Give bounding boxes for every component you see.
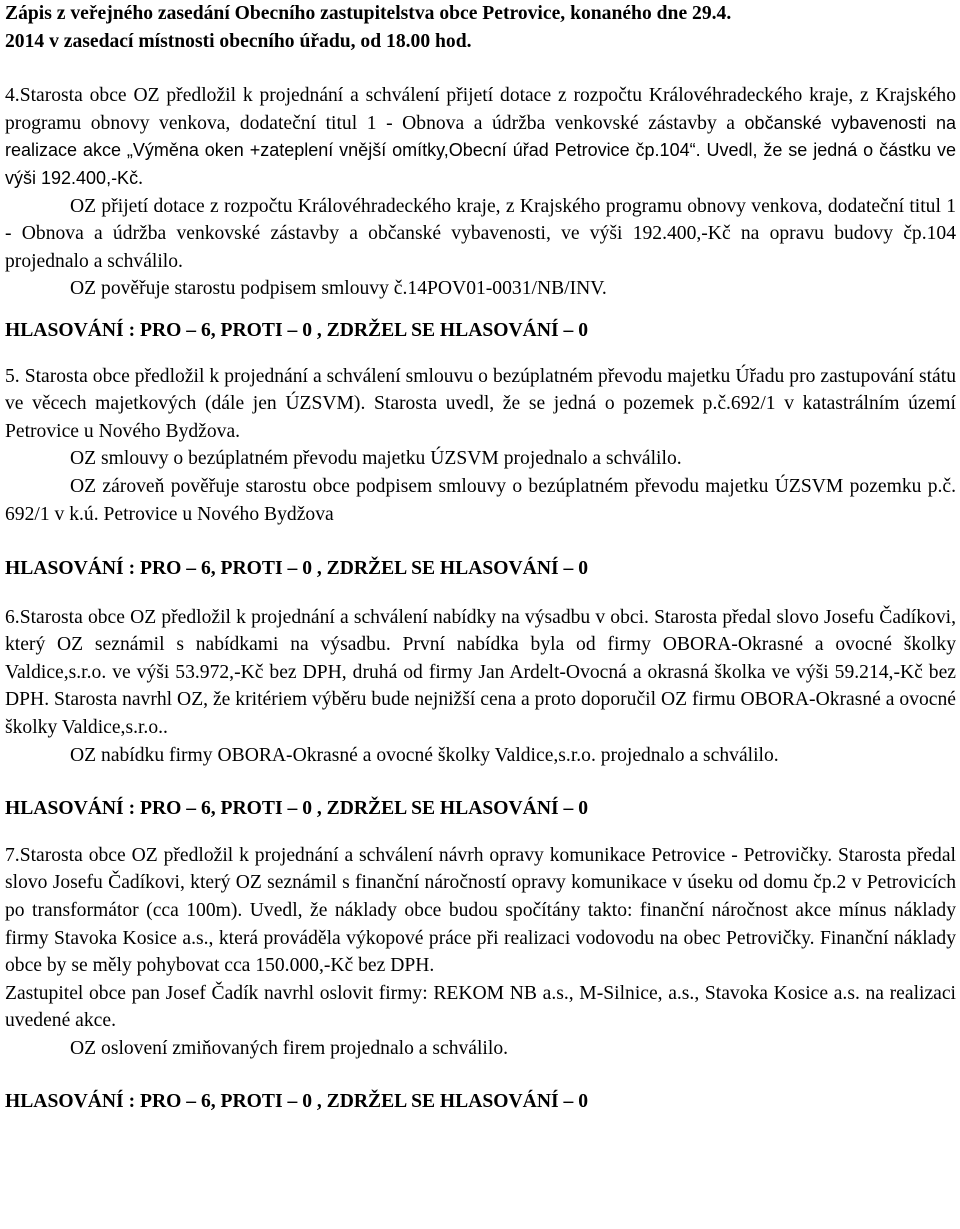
spacer <box>5 823 956 842</box>
item-6-resolution: OZ nabídku firmy OBORA-Okrasné a ovocné školky Valdice,s.r.o. projednalo a schválilo. <box>70 744 779 766</box>
item-6-text: 6.Starosta obce OZ předložil k projednání a schválení nabídky na výsadbu v obci. Starosta předal slovo Josefu Čadíkovi, který OZ seznámil s nabídkami na výsadbu. První nabídka byla od firmy OBORA-Okrasné a ovocné školky Valdice,s.r.o. ve výši 53.972,-Kč bez DPH, druhá od firmy Jan Ardelt-Ovocná a okrasná školka ve výši 59.214,-Kč bez DPH. Starosta navrhl OZ, že kritériem výběru bude nejnižší cena a proto doporučil OZ firmu OBORA-Okrasné a ovocné školky Valdice,s.r.o.. <box>5 606 956 739</box>
spacer <box>5 345 956 363</box>
item-5-resolution-2: OZ zároveň pověřuje starostu obce podpisem smlouvy o bezúplatném převodu majetku ÚZSVM pozemku p.č. 692/1 v k.ú. Petrovice u Nového Bydžova <box>5 475 956 525</box>
item-5-resolution-1: OZ smlouvy o bezúplatném převodu majetku ÚZSVM projednalo a schválilo. <box>70 448 682 470</box>
item-4-resolution-2: OZ pověřuje starostu podpisem smlouvy č.14POV01-0031/NB/INV. <box>70 278 607 300</box>
spacer <box>5 1063 956 1088</box>
title-line-2: 2014 v zasedací místnosti obecního úřadu, od 18.00 hod. <box>5 30 472 52</box>
item-4-resolution-1: OZ přijetí dotace z rozpočtu Královéhradeckého kraje, z Krajského programu obnovy venkova, dodateční titul 1 - Obnova a údržba venkovské zástavby a občanské vybavenosti, ve výši 192.400,-Kč na opravu budovy čp.104 projednalo a schválilo. <box>5 195 956 272</box>
item-4-text: 4.Starosta obce OZ předložil k projednání a schválení přijetí dotace z rozpočtu Královéhradeckého kraje, z Krajského programu obnovy venkova, dodateční titul 1 - Obnova a údržba venkovské zástavby a občanské vybavenosti na realizace akce „Výměna oken +zateplení vnější omítky,Obecní úřad Petrovice čp.104“. Uvedl, že se jedná o částku ve výši 192.400,-Kč. <box>5 85 956 189</box>
vote-result-4: HLASOVÁNÍ : PRO – 6, PROTI – 0 , ZDRŽEL SE HLASOVÁNÍ – 0 <box>5 319 588 341</box>
item-5-text: 5. Starosta obce předložil k projednání a schválení smlouvu o bezúplatném převodu majetku Úřadu pro zastupování státu ve věcech majetkových (dále jen ÚZSVM). Starosta uvedl, že se jedná o pozemek p.č.692/1 v katastrálním území Petrovice u Nového Bydžova. <box>5 365 956 442</box>
title-line-1: Zápis z veřejného zasedání Obecního zastupitelstva obce Petrovice, konaného dne 29.4. <box>5 3 732 24</box>
spacer <box>5 303 956 317</box>
item-7-resolution: OZ oslovení zmiňovaných firem projednalo a schválilo. <box>70 1038 509 1059</box>
item-7-text: 7.Starosta obce OZ předložil k projednání a schválení návrh opravy komunikace Petrovice - Petrovičky. Starosta předal slovo Josefu Čadíkovi, který OZ seznámil s finanční náročností opravy komunikace v úseku od domu čp.2 v Petrovicích po transformátor (cca 100m). Uvedl, že náklady obce budou spočítány takto: finanční náročnost akce mínus náklady firmy Stavoka Kosice a.s., která prováděla výkopové práce při realizaci vodovodu na obec Petrovičky. Finanční náklady obce by se měly pohybovat cca 150.000,-Kč bez DPH. <box>5 844 956 977</box>
vote-result-7: HLASOVÁNÍ : PRO – 6, PROTI – 0 , ZDRŽEL SE HLASOVÁNÍ – 0 <box>5 1090 588 1112</box>
item-7-proposal: Zastupitel obce pan Josef Čadík navrhl oslovit firmy: REKOM NB a.s., M-Silnice, a.s., Stavoka Kosice a.s. na realizaci uvedené akce. <box>5 982 956 1032</box>
document-title <box>5 0 956 55</box>
vote-result-5: HLASOVÁNÍ : PRO – 6, PROTI – 0 , ZDRŽEL SE HLASOVÁNÍ – 0 <box>5 558 588 580</box>
spacer <box>5 769 956 795</box>
spacer <box>5 55 956 82</box>
item-4 <box>5 82 956 303</box>
item-5 <box>5 363 956 529</box>
item-6 <box>5 604 956 770</box>
item-7 <box>5 842 956 1063</box>
spacer <box>5 583 956 604</box>
spacer <box>5 528 956 555</box>
vote-result-6: HLASOVÁNÍ : PRO – 6, PROTI – 0 , ZDRŽEL SE HLASOVÁNÍ – 0 <box>5 798 588 820</box>
